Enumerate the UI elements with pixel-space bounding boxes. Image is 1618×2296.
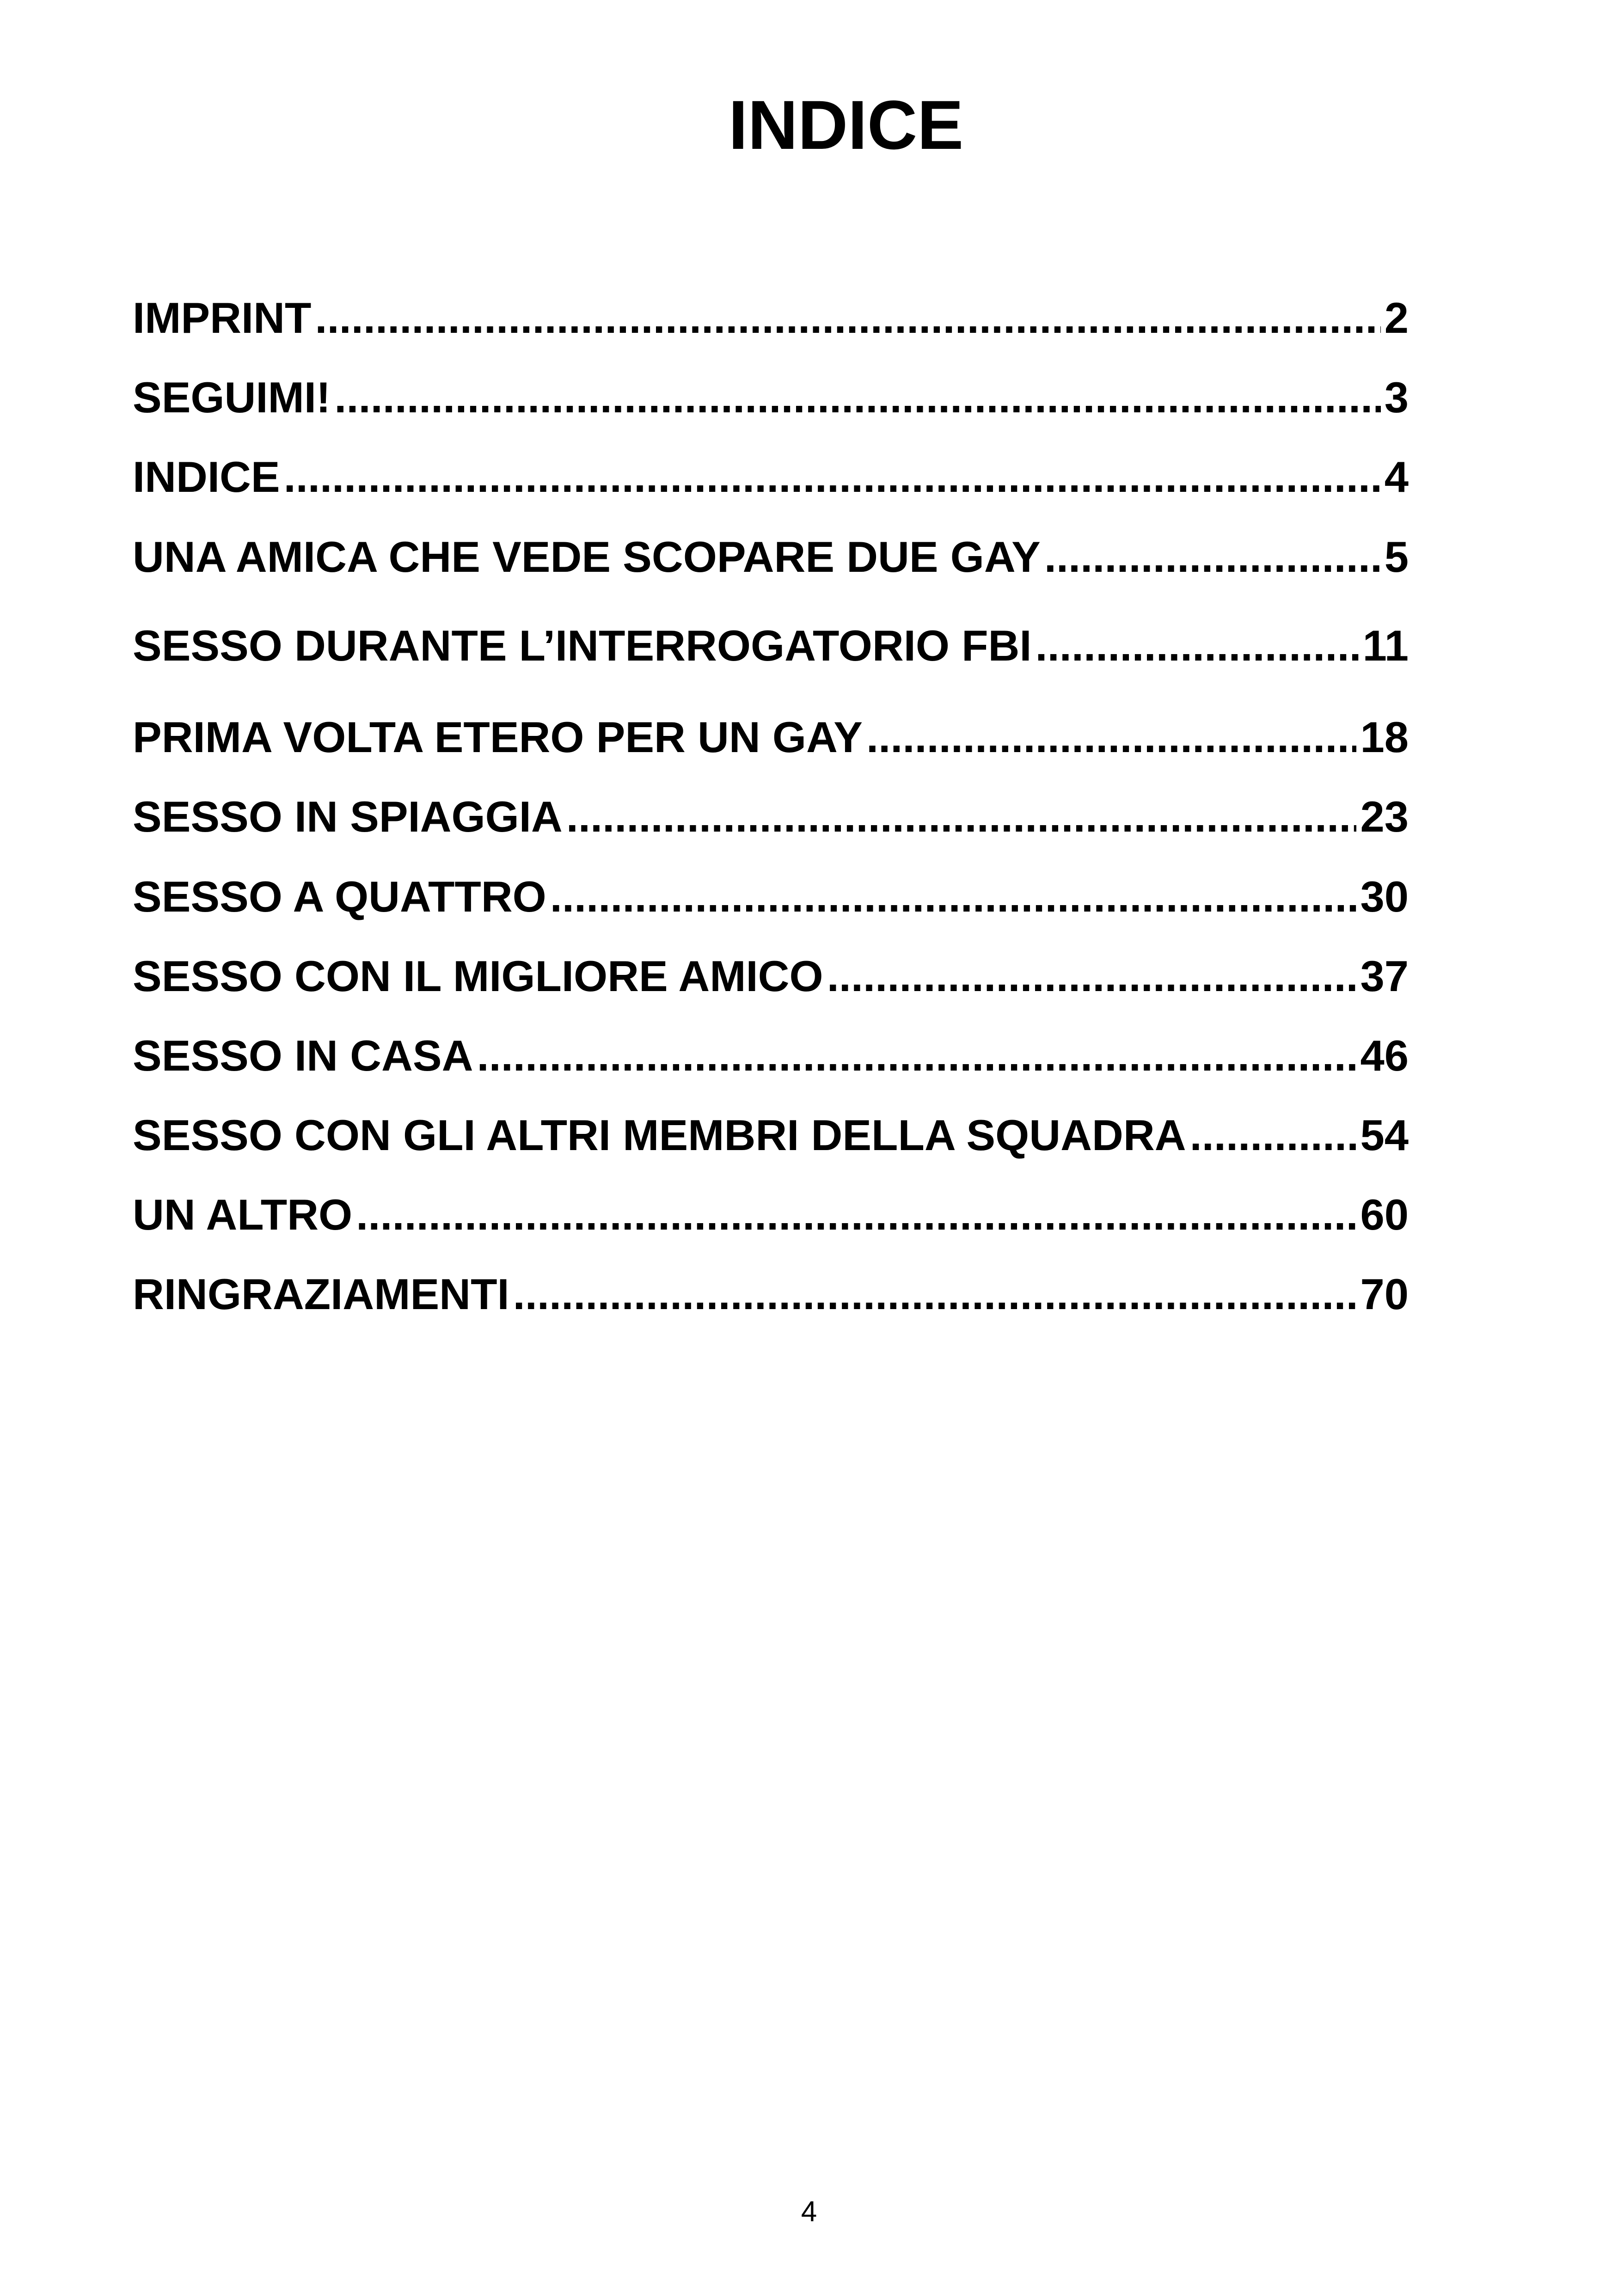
toc-entry-una-amica[interactable] (133, 529, 1409, 585)
toc-entry-page-number: 2 (1384, 294, 1409, 342)
toc-entry-label: UN ALTRO (133, 1190, 353, 1239)
toc-entry-interrogatorio-fbi[interactable] (133, 618, 1409, 673)
toc-entry-page-number: 60 (1360, 1190, 1409, 1239)
toc-entry-page-number: 70 (1360, 1270, 1409, 1318)
toc-entry-label: SESSO DURANTE L’INTERROGATORIO FBI (133, 621, 1032, 670)
toc-entry-page-number: 30 (1360, 872, 1409, 921)
toc-entry-label: INDICE (133, 453, 280, 501)
toc-dot-leader (566, 789, 1357, 845)
toc-entry-imprint[interactable] (133, 290, 1409, 346)
toc-entry-casa[interactable] (133, 1028, 1409, 1084)
toc-dot-leader (550, 869, 1357, 925)
toc-entry-ringraziamenti[interactable] (133, 1267, 1409, 1322)
toc-entry-label: SESSO CON GLI ALTRI MEMBRI DELLA SQUADRA (133, 1111, 1186, 1159)
toc-entry-label: SESSO A QUATTRO (133, 872, 546, 921)
toc-entry-label: SESSO IN SPIAGGIA (133, 792, 563, 841)
toc-dot-leader (477, 1028, 1357, 1084)
toc-dot-leader (284, 449, 1381, 505)
page-title: INDICE (728, 86, 964, 164)
toc-entry-page-number: 11 (1362, 621, 1409, 670)
toc-entry-label: SESSO IN CASA (133, 1031, 473, 1080)
toc-dot-leader (356, 1187, 1356, 1243)
toc-entry-label: SESSO CON IL MIGLIORE AMICO (133, 952, 823, 1000)
toc-entry-page-number: 23 (1360, 792, 1409, 841)
toc-entry-un-altro[interactable] (133, 1187, 1409, 1243)
toc-dot-leader (1036, 618, 1359, 673)
toc-entry-prima-volta[interactable] (133, 710, 1409, 765)
toc-dot-leader (827, 949, 1357, 1004)
toc-entry-page-number: 37 (1360, 952, 1409, 1000)
toc-dot-leader (1044, 529, 1381, 585)
toc-entry-seguimi[interactable] (133, 370, 1409, 425)
toc-entry-spiaggia[interactable] (133, 789, 1409, 845)
toc-entry-page-number: 5 (1384, 533, 1409, 581)
toc-entry-label: SEGUIMI! (133, 373, 331, 422)
toc-entry-page-number: 4 (1384, 453, 1409, 501)
toc-dot-leader (866, 710, 1356, 765)
toc-entry-indice[interactable] (133, 449, 1409, 505)
toc-entry-squadra[interactable] (133, 1108, 1409, 1163)
toc-entry-quattro[interactable] (133, 869, 1409, 925)
toc-entry-label: UNA AMICA CHE VEDE SCOPARE DUE GAY (133, 533, 1041, 581)
toc-dot-leader (513, 1267, 1357, 1322)
toc-entry-page-number: 3 (1384, 373, 1409, 422)
toc-entry-label: PRIMA VOLTA ETERO PER UN GAY (133, 713, 863, 761)
toc-entry-label: IMPRINT (133, 294, 312, 342)
toc-entry-label: RINGRAZIAMENTI (133, 1270, 509, 1318)
page-number: 4 (801, 2196, 817, 2228)
toc-entry-migliore-amico[interactable] (133, 949, 1409, 1004)
toc-entry-page-number: 54 (1360, 1111, 1409, 1159)
toc-dot-leader (334, 370, 1380, 425)
toc-entry-page-number: 46 (1360, 1031, 1409, 1080)
toc-dot-leader (315, 290, 1380, 346)
toc-dot-leader (1190, 1108, 1357, 1163)
toc-entry-page-number: 18 (1360, 713, 1409, 761)
